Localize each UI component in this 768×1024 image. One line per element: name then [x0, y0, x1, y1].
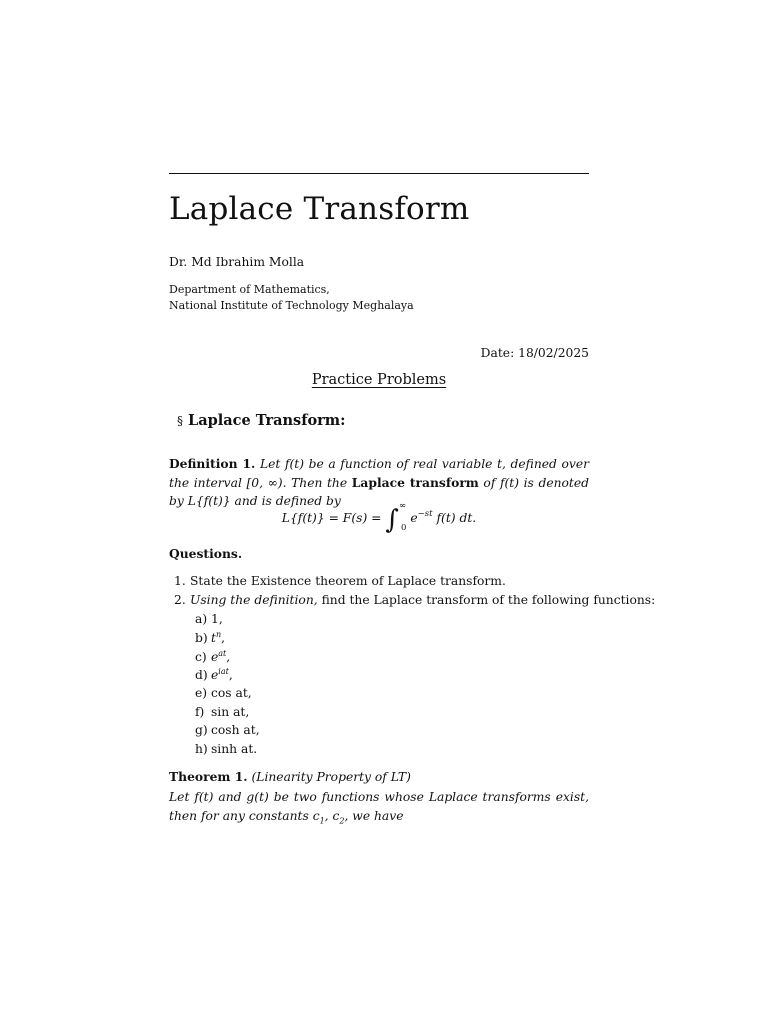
question-1-number: 1. [174, 574, 186, 588]
affiliation-department: Department of Mathematics, [169, 283, 330, 296]
integral-upper-limit: ∞ [398, 501, 407, 511]
integrand-exponent: −st [417, 509, 433, 519]
question-1 [174, 574, 506, 588]
document-date: Date: 18/02/2025 [480, 346, 589, 360]
section-title: Laplace Transform: [188, 412, 346, 429]
laplace-definition-equation [169, 501, 589, 535]
definition-text-2: of f(t) is denoted by L{f(t)} and is defined by [169, 475, 590, 508]
questions-heading: Questions. [169, 546, 243, 561]
document-page [169, 0, 656, 1024]
question-2-italic: Using the definition, [190, 593, 318, 607]
section-symbol: § [177, 414, 183, 428]
author-name: Dr. Md Ibrahim Molla [169, 255, 305, 269]
list-item: d) $e^{iat}$, [195, 667, 233, 683]
theorem-heading [169, 769, 411, 784]
integrand-rest: f(t) dt. [436, 511, 477, 525]
integrand-base: e [410, 511, 418, 525]
question-2-number: 2. [174, 593, 186, 607]
definition-label: Definition 1. [169, 456, 256, 471]
definition-block [169, 455, 589, 511]
definition-text-1: Let f(t) be a function of real variable t, defined over the interval [0, ∞). Then the [169, 457, 589, 490]
integral-lower-limit: 0 [401, 523, 407, 533]
top-rule [169, 173, 589, 174]
document-title: Laplace Transform [169, 191, 470, 227]
question-2 [174, 593, 655, 607]
equation-lhs: L{f(t)} = F(s) = [281, 511, 382, 525]
list-item: a) 1, [195, 612, 223, 626]
integral-sign: ∫ [385, 505, 399, 535]
definition-term: Laplace transform [351, 474, 479, 490]
theorem-name: (Linearity Property of LT) [251, 770, 411, 784]
question-1-text: State the Existence theorem of Laplace transform. [190, 574, 506, 588]
question-2-text: find the Laplace transform of the following functions: [317, 593, 656, 607]
theorem-label: Theorem 1. [169, 769, 248, 784]
section-heading [177, 412, 345, 429]
list-item: b) $t^n$, [195, 630, 226, 646]
list-item: f) sin at, [195, 705, 250, 719]
list-item: c) $e^{at}$, [195, 649, 231, 665]
affiliation [169, 282, 414, 313]
list-item: e) cos at, [195, 686, 252, 700]
list-item: g) cosh at, [195, 723, 260, 737]
list-item: h) sinh at. [195, 742, 258, 756]
practice-problems-heading: Practice Problems [311, 372, 447, 388]
affiliation-institute: National Institute of Technology Meghalaya [169, 298, 414, 312]
theorem-text: Let f(t) and g(t) be two functions whose Laplace transforms exist, then for any constants $c_1$, $c_2$, we have [169, 790, 589, 826]
